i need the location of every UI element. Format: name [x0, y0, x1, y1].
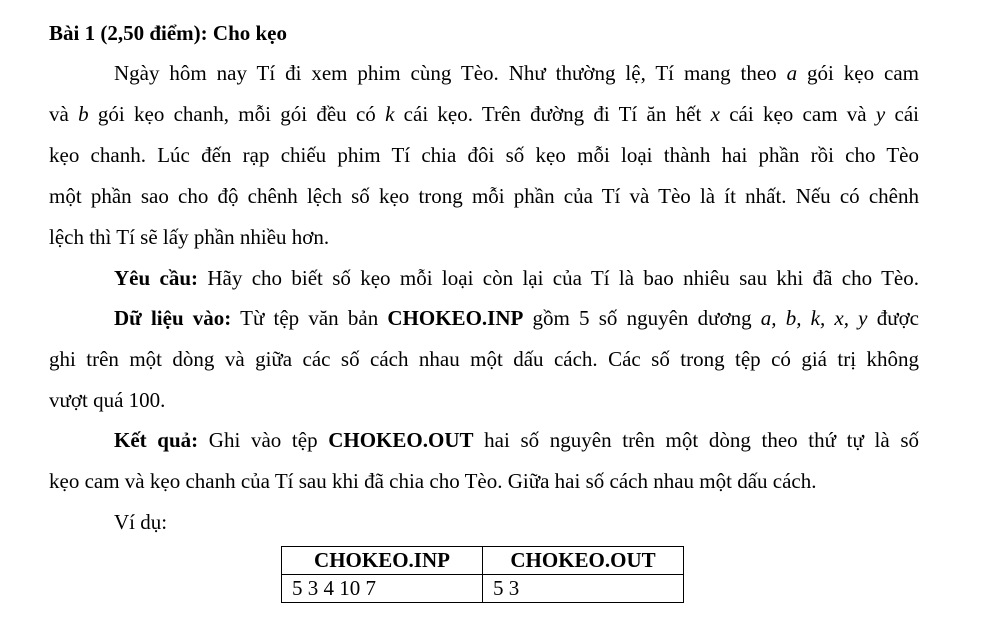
math-var-b: b [78, 102, 89, 126]
math-var-y: y [875, 102, 886, 126]
input-label: Dữ liệu vào: [114, 306, 232, 330]
input-line-1 [49, 306, 919, 330]
story-line-4 [49, 184, 919, 208]
story-text: Ngày hôm nay Tí đi xem phim cùng Tèo. Như thường lệ, Tí mang theo [114, 61, 787, 85]
math-var-k: k [385, 102, 395, 126]
input-line-3 [49, 388, 919, 412]
input-text: được [867, 306, 919, 330]
requirement-label: Yêu cầu: [114, 266, 199, 290]
example-header-output: CHOKEO.OUT [483, 547, 684, 575]
output-line-1 [49, 428, 919, 452]
requirement-line [49, 266, 919, 290]
output-filename: CHOKEO.OUT [328, 428, 474, 452]
math-var-list: a, b, k, x, y [760, 306, 868, 330]
requirement-text: Hãy cho biết số kẹo mỗi loại còn lại của Tí là bao nhiêu sau khi đã cho Tèo. [198, 266, 919, 290]
story-text: lệch thì Tí sẽ lấy phần nhiều hơn. [49, 225, 330, 249]
input-text: gồm 5 số nguyên dương [523, 306, 761, 330]
input-text: Từ tệp văn bản [231, 306, 388, 330]
story-line-5 [49, 225, 919, 249]
math-var-a: a [786, 61, 798, 85]
example-cell-output: 5 3 [483, 575, 684, 603]
story-text: gói kẹo cam [797, 61, 919, 85]
story-text: và [49, 102, 79, 126]
story-text: cái [885, 102, 919, 126]
table-row [282, 575, 684, 603]
heading-text: Bài 1 (2,50 điểm): Cho kẹo [49, 21, 287, 45]
output-line-2 [49, 469, 919, 493]
example-table-header-row [282, 547, 684, 575]
story-text: cái kẹo. Trên đường đi Tí ăn hết [394, 102, 711, 126]
example-label: Ví dụ: [114, 510, 168, 534]
output-text: Ghi vào tệp [198, 428, 329, 452]
output-text: hai số nguyên trên một dòng theo thứ tự là số [473, 428, 919, 452]
example-cell-input: 5 3 4 10 7 [282, 575, 483, 603]
example-label-line [49, 510, 919, 534]
story-text: gói kẹo chanh, mỗi gói đều có [88, 102, 386, 126]
input-filename: CHOKEO.INP [387, 306, 524, 330]
story-line-1 [49, 61, 919, 85]
story-line-2 [49, 102, 919, 126]
problem-heading [49, 21, 919, 45]
input-text: vượt quá 100. [49, 388, 166, 412]
story-text: kẹo chanh. Lúc đến rạp chiếu phim Tí chia đôi số kẹo mỗi loại thành hai phần rồi cho Tèo [49, 143, 919, 167]
input-text: ghi trên một dòng và giữa các số cách nhau một dấu cách. Các số trong tệp có giá trị không [49, 347, 919, 371]
example-table [281, 546, 684, 603]
story-line-3 [49, 143, 919, 167]
story-text: một phần sao cho độ chênh lệch số kẹo trong mỗi phần của Tí và Tèo là ít nhất. Nếu có chênh [49, 184, 919, 208]
example-header-input: CHOKEO.INP [282, 547, 483, 575]
math-var-x: x [710, 102, 720, 126]
output-text: kẹo cam và kẹo chanh của Tí sau khi đã chia cho Tèo. Giữa hai số cách nhau một dấu cách. [49, 469, 817, 493]
output-label: Kết quả: [114, 428, 199, 452]
story-text: cái kẹo cam và [719, 102, 876, 126]
input-line-2 [49, 347, 919, 371]
